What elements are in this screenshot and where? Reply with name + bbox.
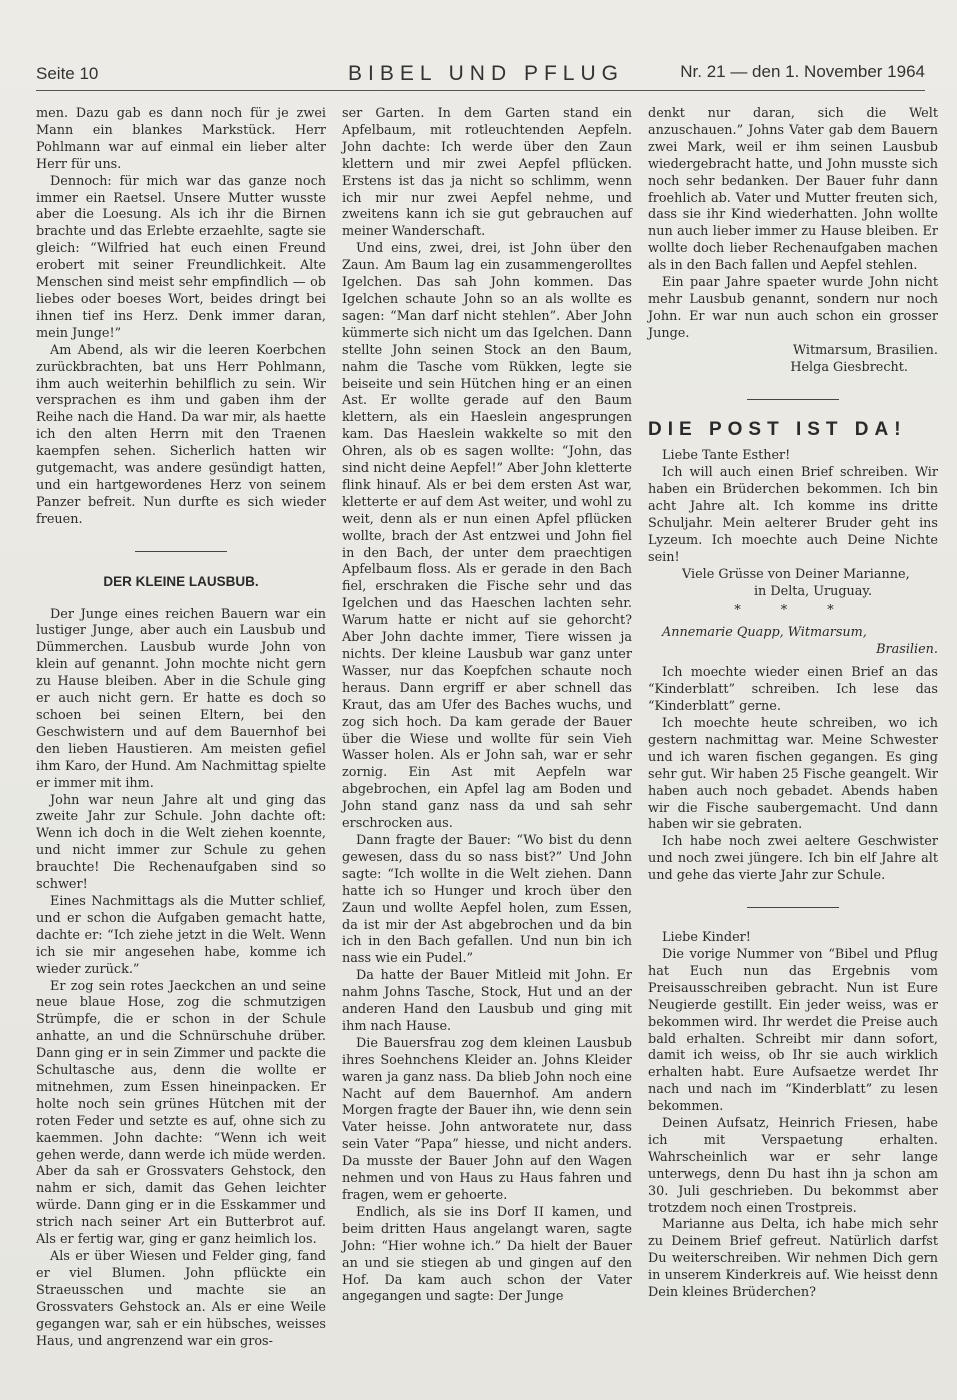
paragraph: Die vorige Nummer von “Bibel und Pflug hat Euch nun das Ergebnis vom Preisausschreiben gebracht. Nun ist Eure Neugierde gestillt. Ein jeder weiss, was er bekommen wird. Ihr werdet die Preise auch bald erhalten. Schreibt mir dann sofort, damit ich weiss, ob Ihr sie auch wirklich erhalten habt. Eure Aufsaetze werdet Ihr nach und nach im “Kinderblatt” zu lesen bekommen.	[648, 946, 938, 1115]
author-country: Brasilien.	[876, 642, 938, 658]
paragraph: Und eins, zwei, drei, ist John über den Zaun. Am Baum lag ein zusammengerolltes Igelchen. Das sah John kommen. Das Igelchen schaute John so an als wollte es sagen: “Man darf nicht stehlen”. Aber John kümmerte sich nicht um das Igelchen. Dann stellte John seinen Stock an den Baum, nahm die Tasche vom Rükken, legte sie beiseite und sein Hütchen hing er an einen Ast. Er wollte gerade auf den Baum klettern, als ein Haeslein angesprungen kam. Das Haeslein wakkelte so mit den Ohren, als ob es sagen wollte: “John, das sind nicht deine Aepfel!” Aber John kletterte flink hinauf. Als er bei dem ersten Ast war, kletterte er auf dem Ast weiter, und wohl zu weit, denn als er nun einen Apfel pflücken wollte, brach der Ast entzwei und John fiel in den Bach, der unter dem praechtigen Apfelbaum floss. Als er gerade in den Bach fiel, erschraken die Fische sehr und das Igelchen und das Haeschen lachten sehr. Warum hatte er nicht auf sie gehorcht? Aber John dachte immer, Tiere wissen ja nichts. Der kleine Lausbub war ganz unter Wasser, nur das Koepfchen schaute noch heraus. Dann ergriff er aber schnell das Kraut, das am Ufer des Baches wuchs, und zog sich hoch. Da kam gerade der Bauer über die Wiese und wollte für sein Vieh Wasser holen. Als er John sah, war er sehr zornig. Ein Ast mit Aepfeln war abgebrochen, ein Apfel lag am Boden und John stand ganz nass da und sah sehr erschrocken aus.	[342, 241, 632, 832]
paragraph: Der Junge eines reichen Bauern war ein lustiger Junge, aber auch ein Lausbub und Dümmerchen. Lausbub wurde John von klein auf genannt. John mochte nicht gern zu Hause bleiben. Aber in die Schule ging er auch nicht gern. Er hatte es doch so schoen bei seinen Eltern, bei den Geschwistern und auf dem Bauernhof bei den lieben Haustieren. Am meisten gefiel ihm Karo, der Hund. Am Nachmittag spielte er immer mit ihm.	[36, 606, 326, 791]
page-header	[36, 60, 925, 91]
paragraph: Als er über Wiesen und Felder ging, fand er viel Blumen. John pflückte ein Straeusschen und machte sie an Grossvaters Gehstock an. Als er eine Weile gegangen war, sah er ein hübsches, weisses Haus, und angrenzend war ein gros-	[36, 1249, 326, 1349]
divider	[747, 399, 839, 400]
author-line: Annemarie Quapp, Witmarsum,	[662, 625, 867, 641]
paragraph: Marianne aus Delta, ich habe mich sehr zu Deinem Brief gefreut. Natürlich darfst Du weiterschreiben. Wir nehmen Dich gern in unserem Kinderkreis auf. Wie heisst denn Dein kleines Brüderchen?	[648, 1217, 938, 1301]
salutation: Liebe Kinder!	[662, 930, 751, 946]
paragraph: Ich will auch einen Brief schreiben. Wir haben ein Brüderchen bekommen. Ich bin acht Jahre alt. Ich komme ins dritte Schuljahr. Mein aelterer Bruder geht ins Lyzeum. Ich moechte auch Deine Nichte sein!	[648, 465, 938, 565]
separator-stars: * * *	[734, 602, 852, 618]
paragraph: Dann fragte der Bauer: “Wo bist du denn gewesen, dass du so nass bist?” Und John sagte: “Ich wollte in die Welt ziehen. Dann hatte ich so Hunger und kroch über den Zaun und wollte Aepfel holen, zum Essen, da ist mir der Ast abgebrochen und da bin ich in den Bach gefallen. Und nun bin ich nass wie ein Pudel.”	[342, 832, 632, 967]
paragraph: Dennoch: für mich war das ganze noch immer ein Raetsel. Unsere Mutter wusste aber die Loesung. Als ich ihr die Birnen brachte und das Erlebte erzaehlte, sagte sie gleich: “Wilfried hat euch einen Freund erobert mit seiner Freundlichkeit. Alte Menschen sind meist sehr empfindlich — ob liebes oder boeses Wort, beides dringt bei ihnen tief ins Herz. Denk immer daran, mein Junge!”	[36, 173, 326, 341]
paragraph: Am Abend, als wir die leeren Koerbchen zurückbrachten, bat uns Herr Pohlmann, ihm auch weiterhin behilflich zu sein. Wir versprachen es ihm und gaben ihm der Reihe nach die Hand. Da war mir, als haette ich den alten Herrn mit den Traenen kaempfen sehen. Sicherlich hatten wir gutgemacht, was andere gesündigt hatten, und ein hartgewordenes Herz von seinem Panzer befreit. Nun durfte es sich wieder freuen.	[36, 342, 326, 527]
salutation: Liebe Tante Esther!	[662, 448, 791, 464]
paragraph: ser Garten. In dem Garten stand ein Apfelbaum, mit rotleuchtenden Aepfeln. John dachte: Ich werde über den Zaun klettern und mir zwei Aepfel pflücken. Erstens ist das ja nicht so schlimm, wenn ich mir nur zwei Aepfel nehme, und zweitens kann ich sie gut gebrauchen auf meiner Wanderschaft.	[342, 106, 632, 240]
paragraph: Ein paar Jahre spaeter wurde John nicht mehr Lausbub genannt, sondern nur noch John. Er war nun auch schon ein grosser Junge.	[648, 275, 938, 341]
column-2	[342, 106, 632, 1306]
paragraph: denkt nur daran, sich die Welt anzuschauen.” Johns Vater gab dem Bauern zwei Mark, weil er ihm seinen Lausbub wiedergebracht hatte, und John musste sich noch sehr bedanken. Der Bauer fuhr dann froehlich ab. Vater und Mutter freuten sich, dass sie ihr Kind wiederhatten. John wollte nun auch lieber immer zu Hause bleiben. Er wollte doch lieber Rechenaufgaben machen als in den Bach fallen und Aepfel stehlen.	[648, 106, 938, 274]
article-heading: DER KLEINE LAUSBUB.	[103, 573, 259, 589]
signature-place: Witmarsum, Brasilien.	[792, 342, 938, 358]
greeting-line: Viele Grüsse von Deiner Marianne,	[682, 566, 910, 582]
page-number: Seite 10	[36, 64, 99, 83]
section-heading: DIE POST IST DA!	[648, 418, 907, 440]
paragraph: Ich moechte heute schreiben, wo ich gestern nachmittag war. Meine Schwester und ich waren fischen gegangen. Es ging sehr gut. Wir haben 25 Fische geangelt. Wir haben auch noch gebadet. Abends haben wir die Fische saubergemacht. Und dann haben wir sie gebraten.	[648, 716, 938, 833]
paragraph: Deinen Aufsatz, Heinrich Friesen, habe ich mit Verspaetung erhalten. Wahrscheinlich war er sehr lange unterwegs, denn Du hast ihn ja schon am 30. Juli geschrieben. Du bekommst aber trotzdem noch einen Trostpreis.	[648, 1116, 938, 1216]
paragraph: John war neun Jahre alt und ging das zweite Jahr zur Schule. John dachte oft: Wenn ich doch in die Welt ziehen koennte, und nicht immer zur Schule zu gehen brauchte! Die Rechenaufgaben sind so schwer!	[36, 792, 326, 893]
paragraph: Eines Nachmittags als die Mutter schlief, und er schon die Aufgaben gemacht hatte, dachte er: “Ich ziehe jetzt in die Welt. Wenn ich sie mir angesehen habe, komme ich wieder zurück.”	[36, 893, 326, 977]
divider	[135, 551, 227, 552]
signature-name: Helga Giesbrecht.	[790, 359, 908, 375]
paragraph: men. Dazu gab es dann noch für je zwei Mann ein blankes Markstück. Herr Pohlmann war auf einmal ein lieber alter Herr für uns.	[36, 106, 326, 172]
column-1	[36, 106, 326, 1350]
issue-date: Nr. 21 — den 1. November 1964	[680, 62, 925, 81]
paragraph: Die Bauersfrau zog dem kleinen Lausbub ihres Soehnchens Kleider an. Johns Kleider waren ja ganz nass. Da blieb John noch eine Nacht auf dem Bauernhof. Am andern Morgen fragte der Bauer ihn, wie denn sein Vater heisse. John antworatete nur, dass sein Vater “Papa” hiesse, und nicht anders. Da musste der Bauer John auf den Wagen nehmen und von Haus zu Haus fahren und fragen, wem er gehoerte.	[342, 1035, 632, 1203]
column-3	[648, 106, 938, 1302]
paragraph: Er zog sein rotes Jaeckchen an und seine neue blaue Hose, zog die schmutzigen Strümpfe, die er schon in der Schule anhatte, an und die Schnürschuhe drüber. Dann ging er in sein Zimmer und packte die Schultasche aus, denn die wollte er mitnehmen, zum Essen hineinpacken. Er holte noch sein grünes Hütchen mit der roten Feder und setzte es auf, ohne sich zu kaemmen. John dachte: “Wenn ich weit gehen werde, dann werde ich müde werden. Aber da sah er Grossvaters Gehstock, den nahm er sich, damit das Gehen leichter würde. Dann ging er in die Esskammer und strich nach seiner Art ein Butterbrot auf. Als er fertig war, ging er ganz heimlich los.	[36, 978, 326, 1248]
paragraph: Da hatte der Bauer Mitleid mit John. Er nahm Johns Tasche, Stock, Hut und an der anderen Hand den Lausbub und ging mit ihm nach Hause.	[342, 968, 632, 1034]
masthead-title: BIBEL UND PFLUG	[348, 62, 624, 85]
divider	[747, 907, 839, 908]
greeting-place: in Delta, Uruguay.	[753, 583, 873, 599]
paragraph: Ich moechte wieder einen Brief an das “Kinderblatt” schreiben. Ich lese das “Kinderblatt” gerne.	[648, 665, 938, 715]
paragraph: Endlich, als sie ins Dorf II kamen, und beim dritten Haus angelangt waren, sagte John: “Hier wohne ich.” Da hielt der Bauer an und sie stiegen ab und gingen auf den Hof. Da kam auch schon der Vater angegangen und sagte: Der Junge	[342, 1204, 632, 1305]
paragraph: Ich habe noch zwei aeltere Geschwister und noch zwei jüngere. Ich bin elf Jahre alt und gehe das vierte Jahr zur Schule.	[648, 834, 938, 884]
